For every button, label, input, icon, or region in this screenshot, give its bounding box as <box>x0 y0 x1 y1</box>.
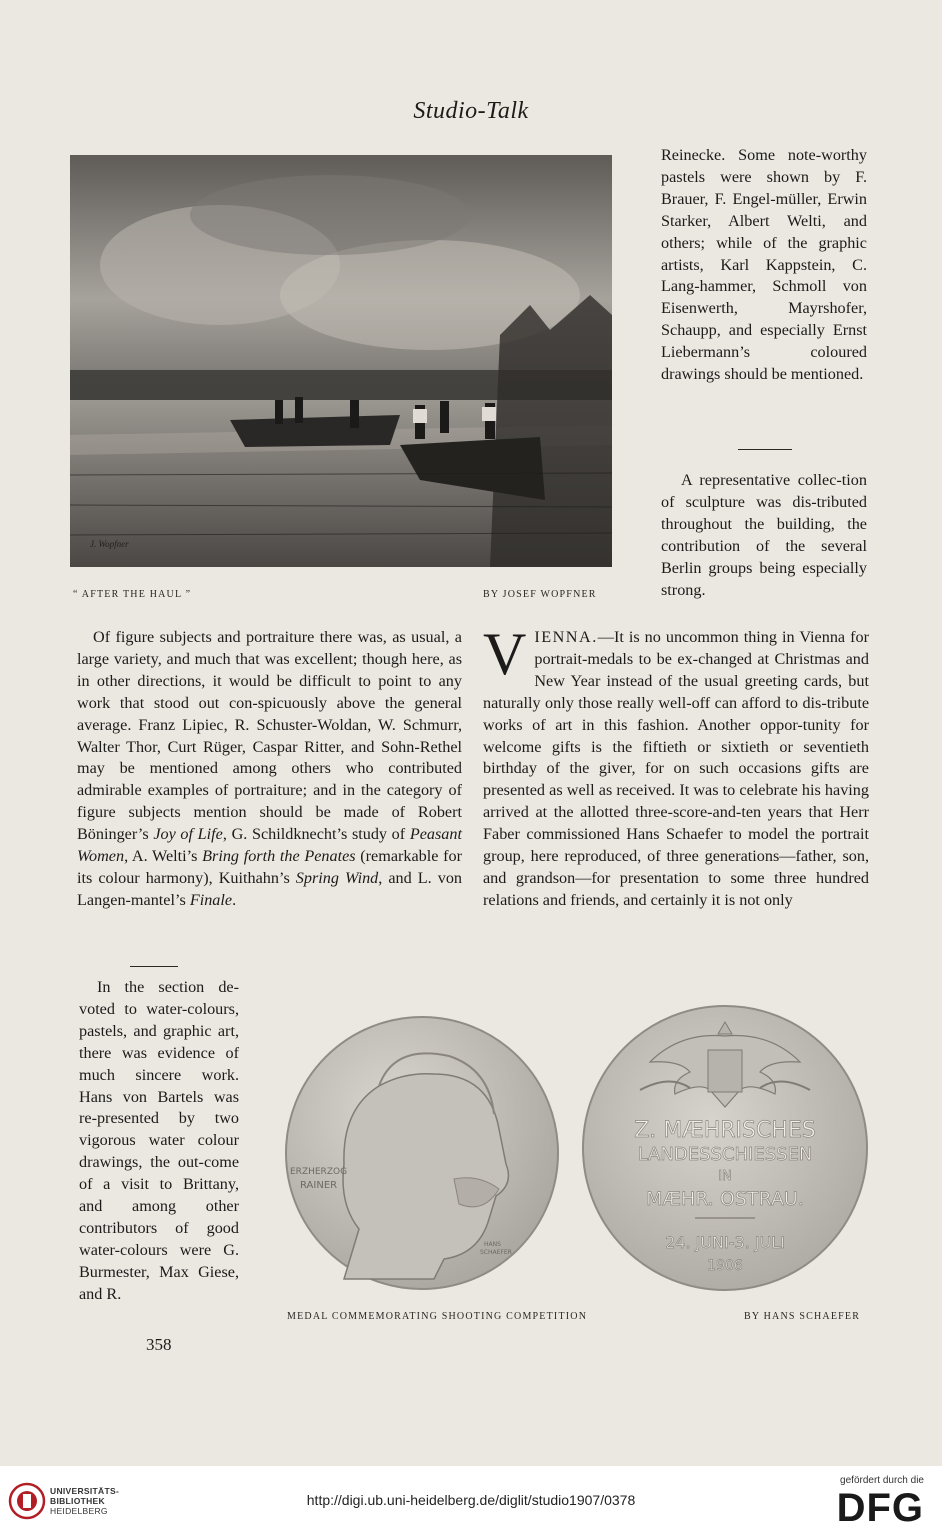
para-text-a: Of figure subjects and portraiture there was, as usual, a large variety, and much that was excellent; though here, as in other directions, it would be difficult to point to any work that stood out con-spicuously above the general average. Franz Lipiec, R. Schuster-Woldan, W. Schmurr, Walter Thor, Curt Rüger, Caspar Ritter, and Sohn-Rethel may be mentioned among others who contributed admirable examples of portraiture; and in the category of figure subjects mention should be made of Robert Böninger’s <box>77 628 462 844</box>
title-joy-of-life: Joy of Life <box>153 825 223 844</box>
institution-line-1: UNIVERSITÄTS- <box>50 1486 120 1496</box>
right-column-paragraph-1: Reinecke. Some note-worthy pastels were shown by F. Brauer, F. Engel-müller, Erwin Starker, Albert Welti, and others; while of the graphic artists, Karl Kappstein, C. Lang-hammer, Schmoll von Eisenwerth, Mayrshofer, Schaupp, and especially Ernst Liebermann’s coloured drawings should be mentioned. <box>661 146 867 384</box>
reverse-inscription-4: MÆHR. OSTRAU. <box>646 1188 804 1210</box>
title-finale: Finale <box>189 890 233 909</box>
vienna-lead: IENNA. <box>534 628 598 646</box>
institution-line-2: BIBLIOTHEK <box>50 1496 105 1506</box>
digitization-footer <box>0 1466 942 1536</box>
drop-cap: V <box>483 621 527 687</box>
svg-text:J. Wopfner: J. Wopfner <box>90 539 129 549</box>
obverse-signature-2: SCHAEFER <box>480 1249 512 1256</box>
photo-after-the-haul <box>70 155 612 567</box>
para-text-e: , and L. von Langen-mantel’s <box>77 868 463 909</box>
para-text-d: (remarkable for its colour harmony), Kuithahn’s <box>77 847 462 887</box>
para-text-c: , A. Welti’s <box>124 847 203 866</box>
obverse-signature-1: HANS <box>484 1241 501 1248</box>
reverse-inscription-6: 1906 <box>707 1258 743 1274</box>
title-bring-forth-the-penates: Bring forth the Penates <box>202 847 356 866</box>
para-text-b: , G. Schildknecht’s study of <box>222 825 410 844</box>
photo-caption-title: “ AFTER THE HAUL ” <box>73 589 192 600</box>
vienna-text: —It is no uncommon thing in Vienna for portrait-medals to be ex-changed at Christmas and New Year instead of the usual greeting cards, but naturally only those really well-off can afford to dis-tribute works of art in this fashion. Another oppor-tunity for welcome gifts is the fiftieth or sixtieth or seventieth birthday of the giver, for on such occasions gifts are presented as well as received. It was to celebrate his having arrived at the allotted three-score-and-ten years that Herr Faber commissioned Hans Schaefer to model the portrait group, here reproduced, of three generations—father, son, and grandson—for presentation to some three hundred relations and friends, and certainly it is not only <box>483 628 869 909</box>
funding-label: gefördert durch die <box>840 1475 924 1486</box>
reverse-inscription-3: IN <box>718 1169 732 1184</box>
reverse-inscription-2: LANDESSCHIESSEN <box>637 1144 813 1165</box>
reverse-inscription-5: 24. JUNI-3. JULI <box>665 1233 785 1252</box>
para-text-f: . <box>232 890 237 909</box>
medal-caption-title: MEDAL COMMEMORATING SHOOTING COMPETITION <box>287 1311 588 1322</box>
obverse-inscription-1: ERZHERZOG <box>290 1167 348 1177</box>
medal-obverse <box>284 1014 560 1297</box>
fishing-boats-illustration <box>70 155 612 567</box>
medal-reverse <box>580 1002 870 1299</box>
photo-caption-credit: BY JOSEF WOPFNER <box>483 589 597 600</box>
section-divider-left <box>130 966 178 967</box>
vienna-paragraph <box>483 621 869 912</box>
source-url-link[interactable]: http://digi.ub.uni-heidelberg.de/diglit/studio1907/0378 <box>306 1492 636 1508</box>
page-number: 358 <box>146 1335 172 1354</box>
section-divider-right <box>738 449 792 450</box>
institution-line-3: HEIDELBERG <box>50 1506 108 1516</box>
figure-subjects-paragraph <box>77 627 462 912</box>
title-spring-wind: Spring Wind <box>295 868 379 887</box>
obverse-inscription-2: RAINER <box>300 1180 338 1191</box>
running-head: Studio-Talk <box>413 98 529 124</box>
watercolours-paragraph: In the section de-voted to water-colours, pastels, and graphic art, there was evidence of much sincere work. Hans von Bartels was re-presented by two vigorous water colour drawings, the out-come of a visit to Brittany, and among other contributors of good water-colours were G. Burmester, Max Giese, and R. <box>79 978 239 1303</box>
right-column-paragraph-2: A representative collec-tion of sculpture was dis-tributed throughout the building, the contribution of the several Berlin groups being especially strong. <box>661 471 867 599</box>
dfg-logo: DFG <box>836 1486 924 1530</box>
reverse-inscription-1: Z. MÆHRISCHES <box>634 1118 816 1143</box>
medal-caption-credit: BY HANS SCHAEFER <box>744 1311 861 1322</box>
title-peasant-women: Peasant Women <box>77 825 462 866</box>
